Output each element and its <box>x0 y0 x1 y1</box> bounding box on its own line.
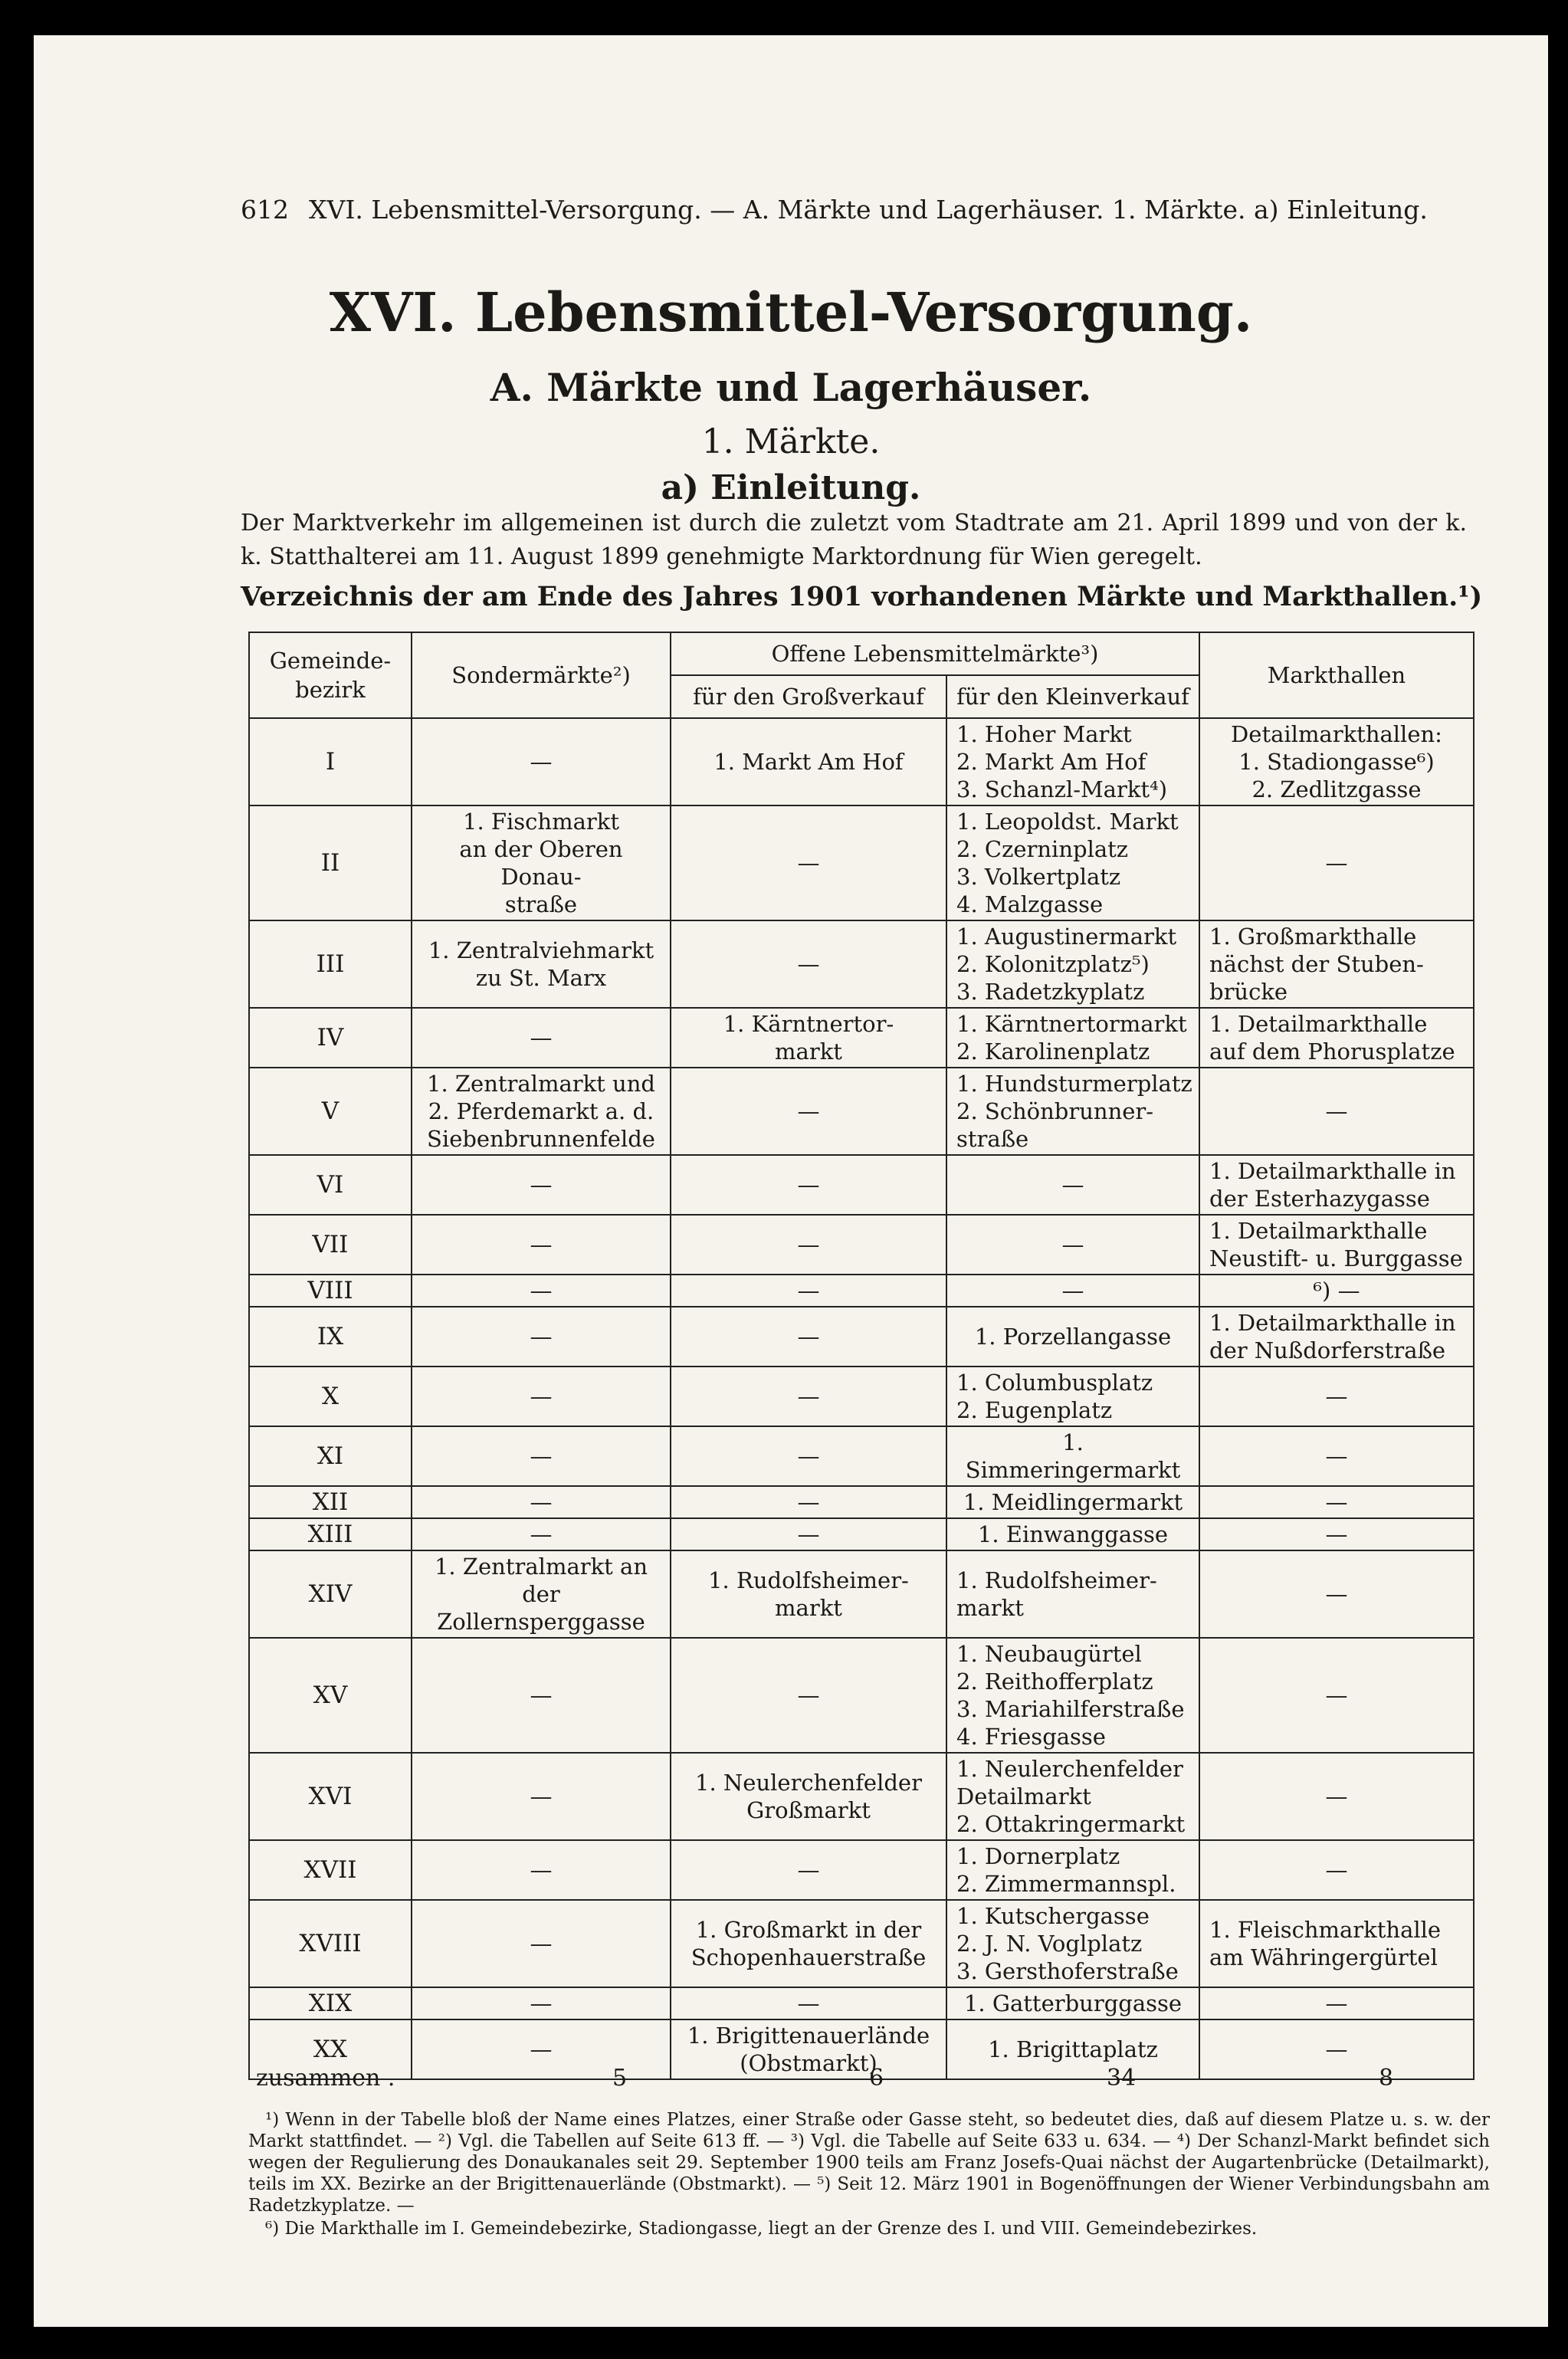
cell-retail: 1. Rudolfsheimer- markt <box>946 1550 1199 1638</box>
section-title: A. Märkte und Lagerhäuser. <box>490 365 1092 410</box>
cell-wholesale: — <box>671 1275 946 1307</box>
cell-district: XX <box>249 2019 412 2079</box>
footnotes <box>248 2109 1490 2241</box>
cell-wholesale: 1. Markt Am Hof <box>671 718 946 805</box>
cell-wholesale: — <box>671 1215 946 1275</box>
cell-district: IX <box>249 1307 412 1367</box>
table-body <box>249 718 1474 2079</box>
table-row <box>249 1753 1474 1840</box>
table-row <box>249 920 1474 1008</box>
cell-district: VIII <box>249 1275 412 1307</box>
cell-wholesale: — <box>671 1426 946 1486</box>
cell-special: 1. Zentralmarkt und 2. Pferdemarkt a. d. Siebenbrunnenfelde <box>412 1068 671 1155</box>
cell-halls: ⁶) — <box>1199 1275 1474 1307</box>
table-row <box>249 1307 1474 1367</box>
table-row <box>249 1900 1474 1987</box>
cell-wholesale: — <box>671 920 946 1008</box>
cell-special: 1. Zentralmarkt an der Zollernsperggasse <box>412 1550 671 1638</box>
table-row <box>249 1426 1474 1486</box>
book-page <box>34 35 1548 2327</box>
header-open-markets: Offene Lebensmittelmärkte³) <box>671 632 1199 675</box>
cell-district: V <box>249 1068 412 1155</box>
cell-halls: — <box>1199 805 1474 920</box>
table-row <box>249 1486 1474 1518</box>
cell-district: II <box>249 805 412 920</box>
table-row <box>249 1215 1474 1275</box>
cell-retail: 1. Gatterburggasse <box>946 1987 1199 2019</box>
cell-wholesale: — <box>671 1987 946 2019</box>
cell-wholesale: — <box>671 1518 946 1550</box>
cell-special: — <box>412 1987 671 2019</box>
cell-retail: 1. Neubaugürtel 2. Reithofferplatz 3. Mariahilferstraße 4. Friesgasse <box>946 1638 1199 1753</box>
table-title: Verzeichnis der am Ende des Jahres 1901 vorhandenen Märkte und Markthallen.¹) <box>241 581 1483 612</box>
cell-special: — <box>412 1518 671 1550</box>
cell-wholesale: — <box>671 1638 946 1753</box>
totals-special: 5 <box>612 2065 628 2092</box>
cell-retail: 1. Dornerplatz 2. Zimmermannspl. <box>946 1840 1199 1900</box>
cell-district: XV <box>249 1638 412 1753</box>
table-row <box>249 1987 1474 2019</box>
header-district: Gemeinde-bezirk <box>249 632 412 718</box>
cell-halls: — <box>1199 1638 1474 1753</box>
cell-district: XIX <box>249 1987 412 2019</box>
header-retail: für den Kleinverkauf <box>946 675 1199 718</box>
cell-district: XVII <box>249 1840 412 1900</box>
header-market-halls: Markthallen <box>1199 632 1474 718</box>
running-header <box>241 195 1428 241</box>
cell-retail: 1. Porzellangasse <box>946 1307 1199 1367</box>
cell-halls: Detailmarkthallen: 1. Stadiongasse⁶) 2. Zedlitzgasse <box>1199 718 1474 805</box>
table-row <box>249 718 1474 805</box>
cell-wholesale: — <box>671 1155 946 1215</box>
cell-retail: 1. Kärntnertormarkt 2. Karolinenplatz <box>946 1008 1199 1068</box>
cell-district: XIII <box>249 1518 412 1550</box>
cell-special: — <box>412 1840 671 1900</box>
page-number: 612 <box>241 195 289 225</box>
cell-halls: — <box>1199 2019 1474 2079</box>
cell-retail: 1. Augustinermarkt 2. Kolonitzplatz⁵) 3. Radetzkyplatz <box>946 920 1199 1008</box>
cell-retail: 1. Einwanggasse <box>946 1518 1199 1550</box>
cell-special: — <box>412 1275 671 1307</box>
running-title: XVI. Lebensmittel-Versorgung. — A. Märkte und Lagerhäuser. 1. Märkte. a) Einleitung. <box>309 195 1428 225</box>
cell-wholesale: 1. Neulerchenfelder Großmarkt <box>671 1753 946 1840</box>
table-row <box>249 805 1474 920</box>
cell-wholesale: — <box>671 1486 946 1518</box>
cell-wholesale: 1. Brigittenauerlände (Obstmarkt) <box>671 2019 946 2079</box>
cell-special: — <box>412 1008 671 1068</box>
cell-special: — <box>412 1753 671 1840</box>
cell-retail: 1. Leopoldst. Markt 2. Czerninplatz 3. Volkertplatz 4. Malzgasse <box>946 805 1199 920</box>
chapter-title: XVI. Lebensmittel-Versorgung. <box>329 281 1253 344</box>
cell-special: — <box>412 1900 671 1987</box>
cell-special: — <box>412 1215 671 1275</box>
cell-halls: — <box>1199 1518 1474 1550</box>
cell-halls: 1. Detailmarkthalle in der Nußdorferstraße <box>1199 1307 1474 1367</box>
markets-table <box>248 632 1475 2080</box>
cell-district: VI <box>249 1155 412 1215</box>
header-special-markets: Sondermärkte²) <box>412 632 671 718</box>
cell-halls: — <box>1199 1753 1474 1840</box>
cell-wholesale: — <box>671 1367 946 1426</box>
table-row <box>249 1155 1474 1215</box>
cell-district: XII <box>249 1486 412 1518</box>
cell-special: — <box>412 718 671 805</box>
subsubsection-title: a) Einleitung. <box>661 468 921 507</box>
cell-district: XI <box>249 1426 412 1486</box>
header-wholesale: für den Großverkauf <box>671 675 946 718</box>
footnote: ⁶) Die Markthalle im I. Gemeindebezirke, Stadiongasse, liegt an der Grenze des I. und VIII. Gemeindebezirkes. <box>265 2219 1258 2239</box>
table-row <box>249 1008 1474 1068</box>
cell-special: 1. Fischmarkt an der Oberen Donau- straße <box>412 805 671 920</box>
cell-halls: — <box>1199 1426 1474 1486</box>
cell-special: — <box>412 1367 671 1426</box>
cell-wholesale: — <box>671 1307 946 1367</box>
cell-retail: 1. Brigittaplatz <box>946 2019 1199 2079</box>
totals-wholesale: 6 <box>869 2065 884 2092</box>
cell-retail: — <box>946 1215 1199 1275</box>
cell-wholesale: 1. Rudolfsheimer- markt <box>671 1550 946 1638</box>
table-row <box>249 1638 1474 1753</box>
totals-row <box>256 2065 1482 2098</box>
intro-paragraph: Der Marktverkehr im allgemeinen ist durch die zuletzt vom Stadtrate am 21. April 1899 und von der k. k. Statthalterei am 11. August 1899 genehmigte Marktordnung für Wien geregelt. <box>241 510 1467 570</box>
cell-special: — <box>412 1426 671 1486</box>
cell-halls: — <box>1199 1987 1474 2019</box>
cell-retail: 1. Hoher Markt 2. Markt Am Hof 3. Schanzl-Markt⁴) <box>946 718 1199 805</box>
cell-halls: 1. Detailmarkthalle auf dem Phorusplatze <box>1199 1008 1474 1068</box>
cell-wholesale: — <box>671 805 946 920</box>
totals-label: zusammen . <box>256 2065 395 2092</box>
cell-halls: — <box>1199 1550 1474 1638</box>
cell-retail: — <box>946 1155 1199 1215</box>
cell-retail: 1. Columbusplatz 2. Eugenplatz <box>946 1367 1199 1426</box>
cell-halls: 1. Fleischmarkthalle am Währingergürtel <box>1199 1900 1474 1987</box>
cell-retail: 1. Hundsturmerplatz 2. Schönbrunner- straße <box>946 1068 1199 1155</box>
cell-special: — <box>412 1638 671 1753</box>
cell-special: — <box>412 1155 671 1215</box>
table-row <box>249 1068 1474 1155</box>
cell-district: IV <box>249 1008 412 1068</box>
cell-halls: 1. Detailmarkthalle in der Esterhazygasse <box>1199 1155 1474 1215</box>
cell-special: — <box>412 1307 671 1367</box>
cell-halls: — <box>1199 1367 1474 1426</box>
cell-wholesale: — <box>671 1840 946 1900</box>
table-row <box>249 1367 1474 1426</box>
cell-retail: — <box>946 1275 1199 1307</box>
cell-retail: 1. Neulerchenfelder Detailmarkt 2. Ottakringermarkt <box>946 1753 1199 1840</box>
cell-district: I <box>249 718 412 805</box>
cell-retail: 1. Simmeringermarkt <box>946 1426 1199 1486</box>
cell-halls: — <box>1199 1840 1474 1900</box>
subsection-title: 1. Märkte. <box>701 422 881 461</box>
table-row <box>249 1840 1474 1900</box>
cell-retail: 1. Meidlingermarkt <box>946 1486 1199 1518</box>
cell-halls: 1. Detailmarkthalle Neustift- u. Burggasse <box>1199 1215 1474 1275</box>
cell-special: 1. Zentralviehmarkt zu St. Marx <box>412 920 671 1008</box>
cell-district: XVI <box>249 1753 412 1840</box>
cell-wholesale: 1. Großmarkt in der Schopenhauerstraße <box>671 1900 946 1987</box>
footnote: ¹) Wenn in der Tabelle bloß der Name eines Platzes, einer Straße oder Gasse steht, so bedeutet dies, daß auf diesem Platze u. s. w. der Markt stattfindet. — ²) Vgl. die Tabellen auf Seite 613 ff. — ³) Vgl. die Tabelle auf Seite 633 u. 634. — ⁴) Der Schanzl-Markt befindet sich wegen der Regulierung des Donaukanales seit 29. September 1900 teils am Franz Josefs-Quai nächst der Augartenbrücke (Detailmarkt), teils im XX. Bezirke an der Brigittenauerlände (Obstmarkt). — ⁵) Seit 12. März 1901 in Bogenöffnungen der Wiener Verbindungsbahn am Radetzkyplatze. — <box>248 2110 1490 2216</box>
cell-halls: — <box>1199 1486 1474 1518</box>
table-row <box>249 1550 1474 1638</box>
cell-special: — <box>412 1486 671 1518</box>
cell-wholesale: — <box>671 1068 946 1155</box>
table-row <box>249 1275 1474 1307</box>
totals-retail: 34 <box>1107 2065 1137 2092</box>
cell-district: X <box>249 1367 412 1426</box>
cell-district: XIV <box>249 1550 412 1638</box>
totals-halls: 8 <box>1379 2065 1394 2092</box>
cell-district: XVIII <box>249 1900 412 1987</box>
cell-wholesale: 1. Kärntnertor- markt <box>671 1008 946 1068</box>
cell-retail: 1. Kutschergasse 2. J. N. Voglplatz 3. Gersthoferstraße <box>946 1900 1199 1987</box>
table-row <box>249 1518 1474 1550</box>
cell-district: VII <box>249 1215 412 1275</box>
cell-halls: — <box>1199 1068 1474 1155</box>
cell-district: III <box>249 920 412 1008</box>
cell-special: — <box>412 2019 671 2079</box>
cell-halls: 1. Großmarkthalle nächst der Stuben- brücke <box>1199 920 1474 1008</box>
